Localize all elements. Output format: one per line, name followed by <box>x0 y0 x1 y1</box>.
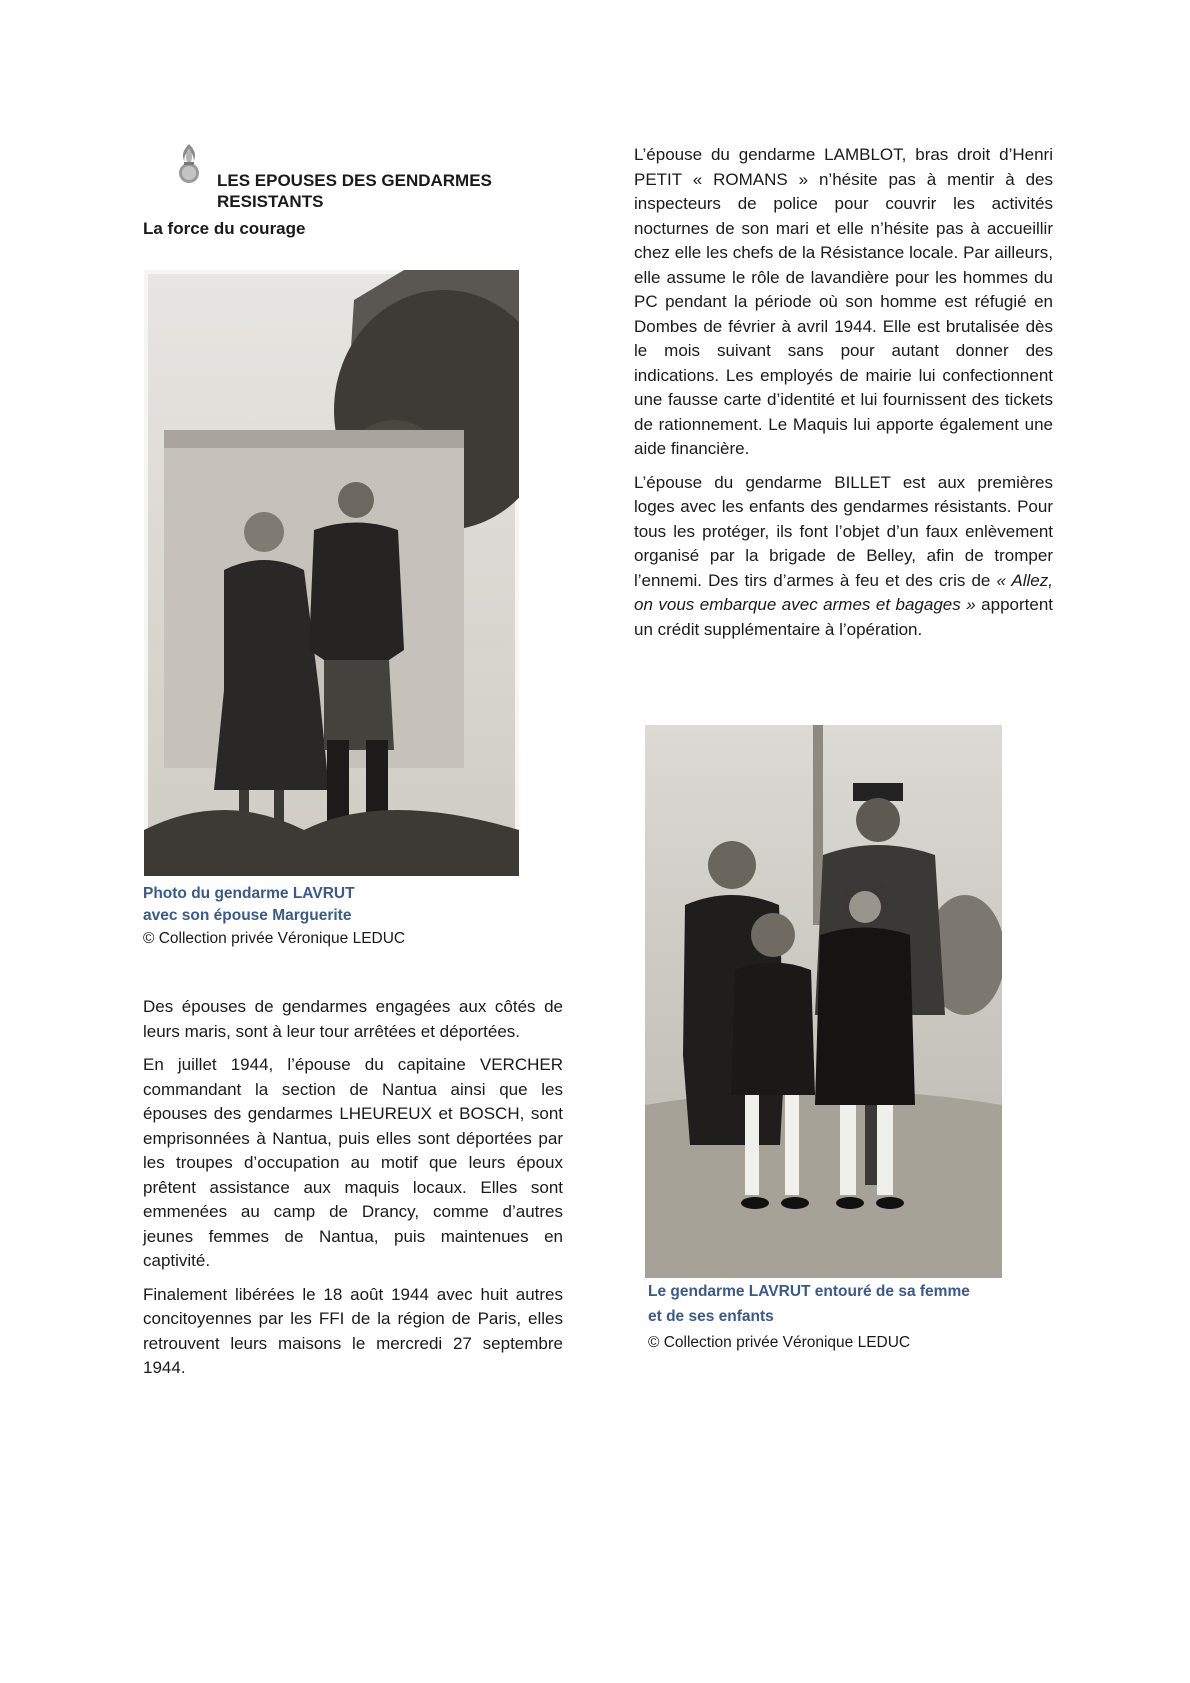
right-paragraph-2-start: L’épouse du gendarme BILLET est aux premières loges avec les enfants des gendarmes résistants. Pour tous les protéger, ils font l’objet d’un faux enlèvement organisé par la brigade de Belley, afin de tromper l’ennemi. Des tirs d’armes à feu et des cris de <box>634 472 1053 590</box>
photo1-caption-line-1: Photo du gendarme LAVRUT <box>143 885 355 902</box>
left-paragraph-1: Des épouses de gendarmes engagées aux côtés de leurs maris, sont à leur tour arrêtées et déportées. <box>143 997 563 1041</box>
right-paragraph-2-quote: « Allez, on vous embarque avec armes et bagages » <box>634 570 1053 614</box>
grenade-emblem-icon <box>177 142 201 186</box>
title-line-2: RESISTANTS <box>217 192 324 211</box>
photo2-caption <box>648 1279 1028 1329</box>
right-paragraph-1: L’épouse du gendarme LAMBLOT, bras droit d’Henri PETIT « ROMANS » n’hésite pas à mentir à des inspecteurs de police pour couvrir les activités nocturnes de son mari et elle n’hésite pas à accueillir chez elle les chefs de la Résistance locale. Par ailleurs, elle assume le rôle de lavandière pour les hommes du PC pendant la période où son homme est réfugié en Dombes de février à avril 1944. Elle est brutalisée dès le mois suivant sans pour autant donner des indications. Les employés de mairie lui confectionnent une fausse carte d’identité et lui fournissent des tickets de rationnement. Le Maquis lui apporte également une aide financière. <box>634 145 1053 458</box>
photo1-caption-line-2: avec son épouse Marguerite <box>143 907 352 924</box>
page-subtitle: La force du courage <box>143 219 306 238</box>
photo2-credit: © Collection privée Véronique LEDUC <box>648 1334 911 1351</box>
right-text-column <box>634 143 1053 642</box>
photo-lavrut-family <box>645 725 1002 1278</box>
photo1-credit: © Collection privée Véronique LEDUC <box>143 930 406 947</box>
page-title <box>217 170 577 212</box>
left-paragraph-3: Finalement libérées le 18 août 1944 avec huit autres concitoyennes par les FFI de la région de Paris, elles retrouvent leurs maisons le mercredi 27 septembre 1944. <box>143 1284 563 1377</box>
photo2-caption-line-1: Le gendarme LAVRUT entouré de sa femme <box>648 1283 970 1300</box>
title-line-1: LES EPOUSES DES GENDARMES <box>217 171 492 190</box>
right-paragraph-2-end: apportent un crédit supplémentaire à l’opération. <box>634 595 1053 639</box>
left-paragraph-2: En juillet 1944, l’épouse du capitaine VERCHER commandant la section de Nantua ainsi que les épouses des gendarmes LHEUREUX et BOSCH, sont emprisonnées à Nantua, puis elles sont déportées par les troupes d’occupation au motif que leurs époux prêtent assistance aux maquis locaux. Elles sont emmenées au camp de Drancy, comme d’autres jeunes femmes de Nantua, puis maintenues en captivité. <box>143 1055 563 1270</box>
right-paragraph-2 <box>634 471 1053 643</box>
photo1-caption <box>143 883 523 927</box>
photo-lavrut-with-wife <box>144 270 519 876</box>
left-text-column <box>143 995 563 1381</box>
photo2-caption-line-2: et de ses enfants <box>648 1308 774 1325</box>
